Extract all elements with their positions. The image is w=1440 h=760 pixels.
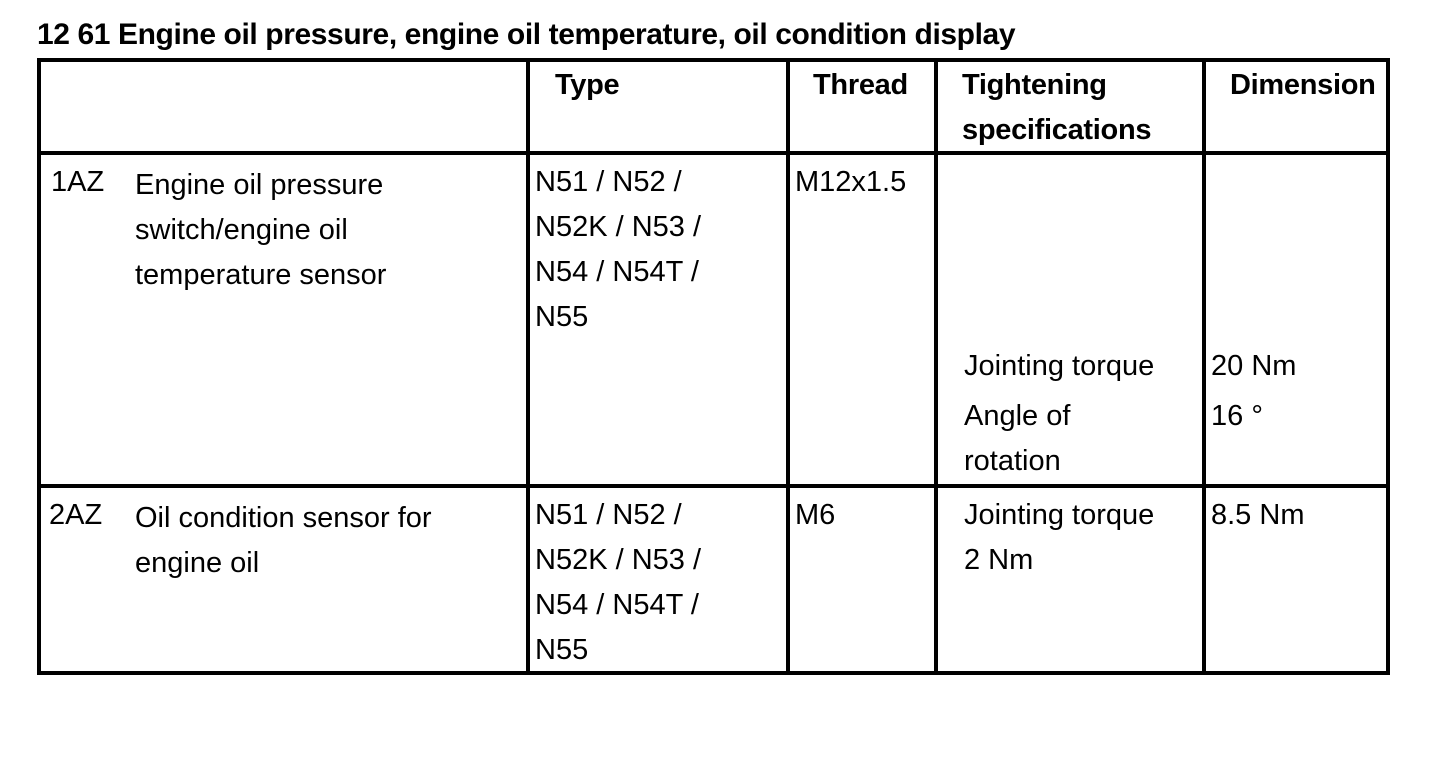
row-type: N51 / N52 / N52K / N53 / N54 / N54T / N55	[535, 166, 702, 333]
row-thread: M12x1.5	[795, 166, 907, 198]
row-description: Engine oil pressure switch/engine oil temperature sensor	[135, 169, 387, 291]
row-description: Oil condition sensor for engine oil	[135, 502, 432, 579]
header-dimension: Dimension	[1230, 69, 1376, 101]
row-id: 1AZ	[51, 166, 105, 198]
row-spec-jointing-torque: Jointing torque 2 Nm	[964, 499, 1155, 576]
row-dim-jointing-torque: 8.5 Nm	[1211, 499, 1305, 531]
row-divider	[37, 151, 1390, 155]
row-divider	[37, 484, 1390, 488]
row-dim-jointing-torque: 20 Nm	[1211, 350, 1297, 382]
row-spec-jointing-torque: Jointing torque	[964, 350, 1155, 382]
row-id: 2AZ	[49, 499, 103, 531]
row-type: N51 / N52 / N52K / N53 / N54 / N54T / N55	[535, 499, 702, 666]
header-type: Type	[555, 69, 620, 101]
row-spec-angle-of-rotation: Angle of rotation	[964, 400, 1071, 477]
header-thread: Thread	[813, 69, 908, 101]
document-title: 12 61 Engine oil pressure, engine oil temperature, oil condition display	[37, 18, 1016, 51]
row-dim-angle-of-rotation: 16 °	[1211, 400, 1263, 432]
row-thread: M6	[795, 499, 836, 531]
header-tightening-specifications: Tightening specifications	[962, 69, 1152, 146]
